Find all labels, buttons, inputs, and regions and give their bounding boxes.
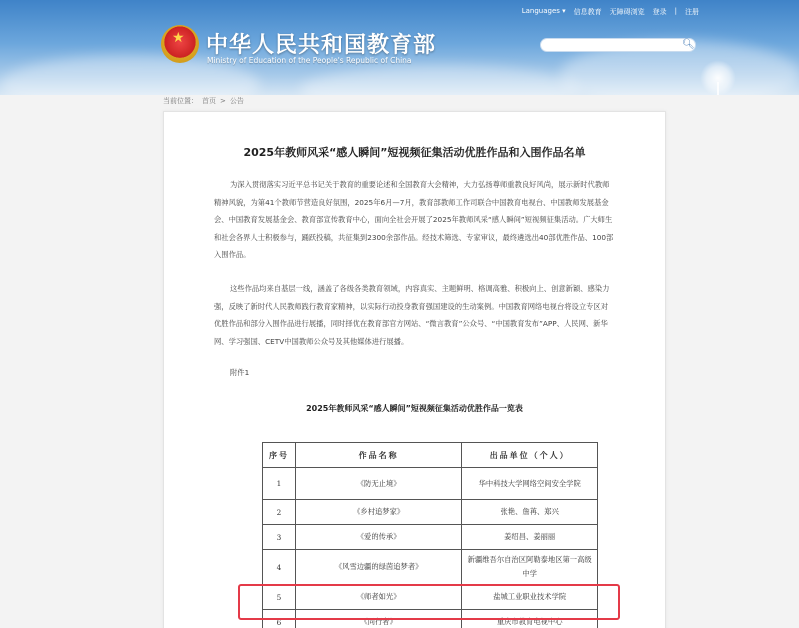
search-input[interactable] <box>540 38 696 52</box>
breadcrumb-home[interactable]: 首页 <box>202 97 216 105</box>
header-producer: 出品单位（个人） <box>462 443 598 468</box>
header-index: 序号 <box>263 443 296 468</box>
site-header <box>0 0 799 95</box>
row-work-name: 《防无止境》 <box>295 468 461 500</box>
breadcrumb-current[interactable]: 公告 <box>229 97 244 105</box>
article-paragraph-2: 这些作品均来自基层一线，涵盖了各级各类教育领域，内容真实、主题鲜明、格调高雅、积极向上、创意新颖、感染力强，反映了新时代人民教师践行教育家精神，以实际行动投身教育强国建设的生动案例。中国教育网络电视台将设立专区对优胜作品和部分入围作品进行展播，同时择优在教育部官方网站、“微言教育”公众号、“中国教育发布”APP、人民网、新华网、学习强国、CETV中国教师公众号及其他媒体进行展播。 <box>214 284 610 346</box>
row-work-name: 《师者如光》 <box>295 585 461 610</box>
row-work-name: 《爱的传承》 <box>295 525 461 550</box>
breadcrumb-label: 当前位置： <box>163 97 198 105</box>
row-work-name: 《风雪边疆的绿茵追梦者》 <box>295 550 461 585</box>
row-index: 5 <box>263 585 296 610</box>
attachment-label: 附件1 <box>230 368 250 377</box>
row-work-name: 《同行者》 <box>295 610 461 628</box>
row-producer: 新疆维吾尔自治区阿勒泰地区第一高级中学 <box>462 550 598 585</box>
site-title-en: Ministry of Education of the People's Republic of China <box>207 56 412 65</box>
table-row <box>263 550 598 585</box>
nav-accessible-link[interactable]: 无障碍浏览 <box>609 8 645 16</box>
row-index: 3 <box>263 525 296 550</box>
breadcrumb-separator: > <box>220 97 226 105</box>
article-paragraph-1: 为深入贯彻落实习近平总书记关于教育的重要论述和全国教育大会精神，大力弘扬尊师重教良好风尚，展示新时代教师精神风貌，为第41个教师节营造良好氛围，2025年6月—7月，教育部教师工作司联合中国教育电视台、中国教师发展基金会、中国教育发展基金会、教育部宣传教育中心，面向全社会开展了2025年教师风采“感人瞬间”短视频征集活动。广大师生和社会各界人士积极参与，踊跃投稿，共征集到2300余部作品。经技术筛选、专家审议，最终遴选出40部优胜作品、100部入围作品。 <box>214 180 614 259</box>
row-producer: 重庆市教育电视中心 <box>462 610 598 628</box>
dandelion-stem <box>717 82 719 95</box>
article-card <box>163 111 666 628</box>
page-title: 2025年教师风采“感人瞬间”短视频征集活动优胜作品和入围作品名单 <box>243 146 586 159</box>
emblem-star-icon: ★ <box>172 30 185 46</box>
languages-dropdown[interactable]: Languages ▾ <box>521 7 566 15</box>
search-icon[interactable]: 🔍︎ <box>682 39 695 50</box>
table-row <box>263 468 598 500</box>
row-producer: 盐城工业职业技术学院 <box>462 585 598 610</box>
nav-mail-link[interactable]: 信息教育 <box>573 8 602 16</box>
table-header-row <box>263 443 598 468</box>
row-highlight-box <box>238 584 620 620</box>
top-nav <box>522 7 699 17</box>
site-title[interactable]: 中华人民共和国教育部 <box>206 33 437 58</box>
table-row <box>263 500 598 525</box>
table-row <box>263 525 598 550</box>
nav-register-link[interactable]: 注册 <box>685 8 699 16</box>
header-work-name: 作品名称 <box>295 443 461 468</box>
table-title: 2025年教师风采“感人瞬间”短视频征集活动优胜作品一览表 <box>306 404 523 413</box>
row-index: 4 <box>263 550 296 585</box>
nav-login-link[interactable]: 登录 <box>652 8 667 16</box>
row-producer: 姜绍昌、姜丽丽 <box>462 525 598 550</box>
row-work-name: 《乡村追梦家》 <box>295 500 461 525</box>
row-index: 2 <box>263 500 296 525</box>
row-producer: 张艳、詹苒、郑兴 <box>462 500 598 525</box>
row-index: 6 <box>263 610 296 628</box>
row-index: 1 <box>263 468 296 500</box>
nav-separator: | <box>674 7 677 15</box>
breadcrumb <box>163 96 248 106</box>
row-producer: 华中科技大学网络空间安全学院 <box>462 468 598 500</box>
